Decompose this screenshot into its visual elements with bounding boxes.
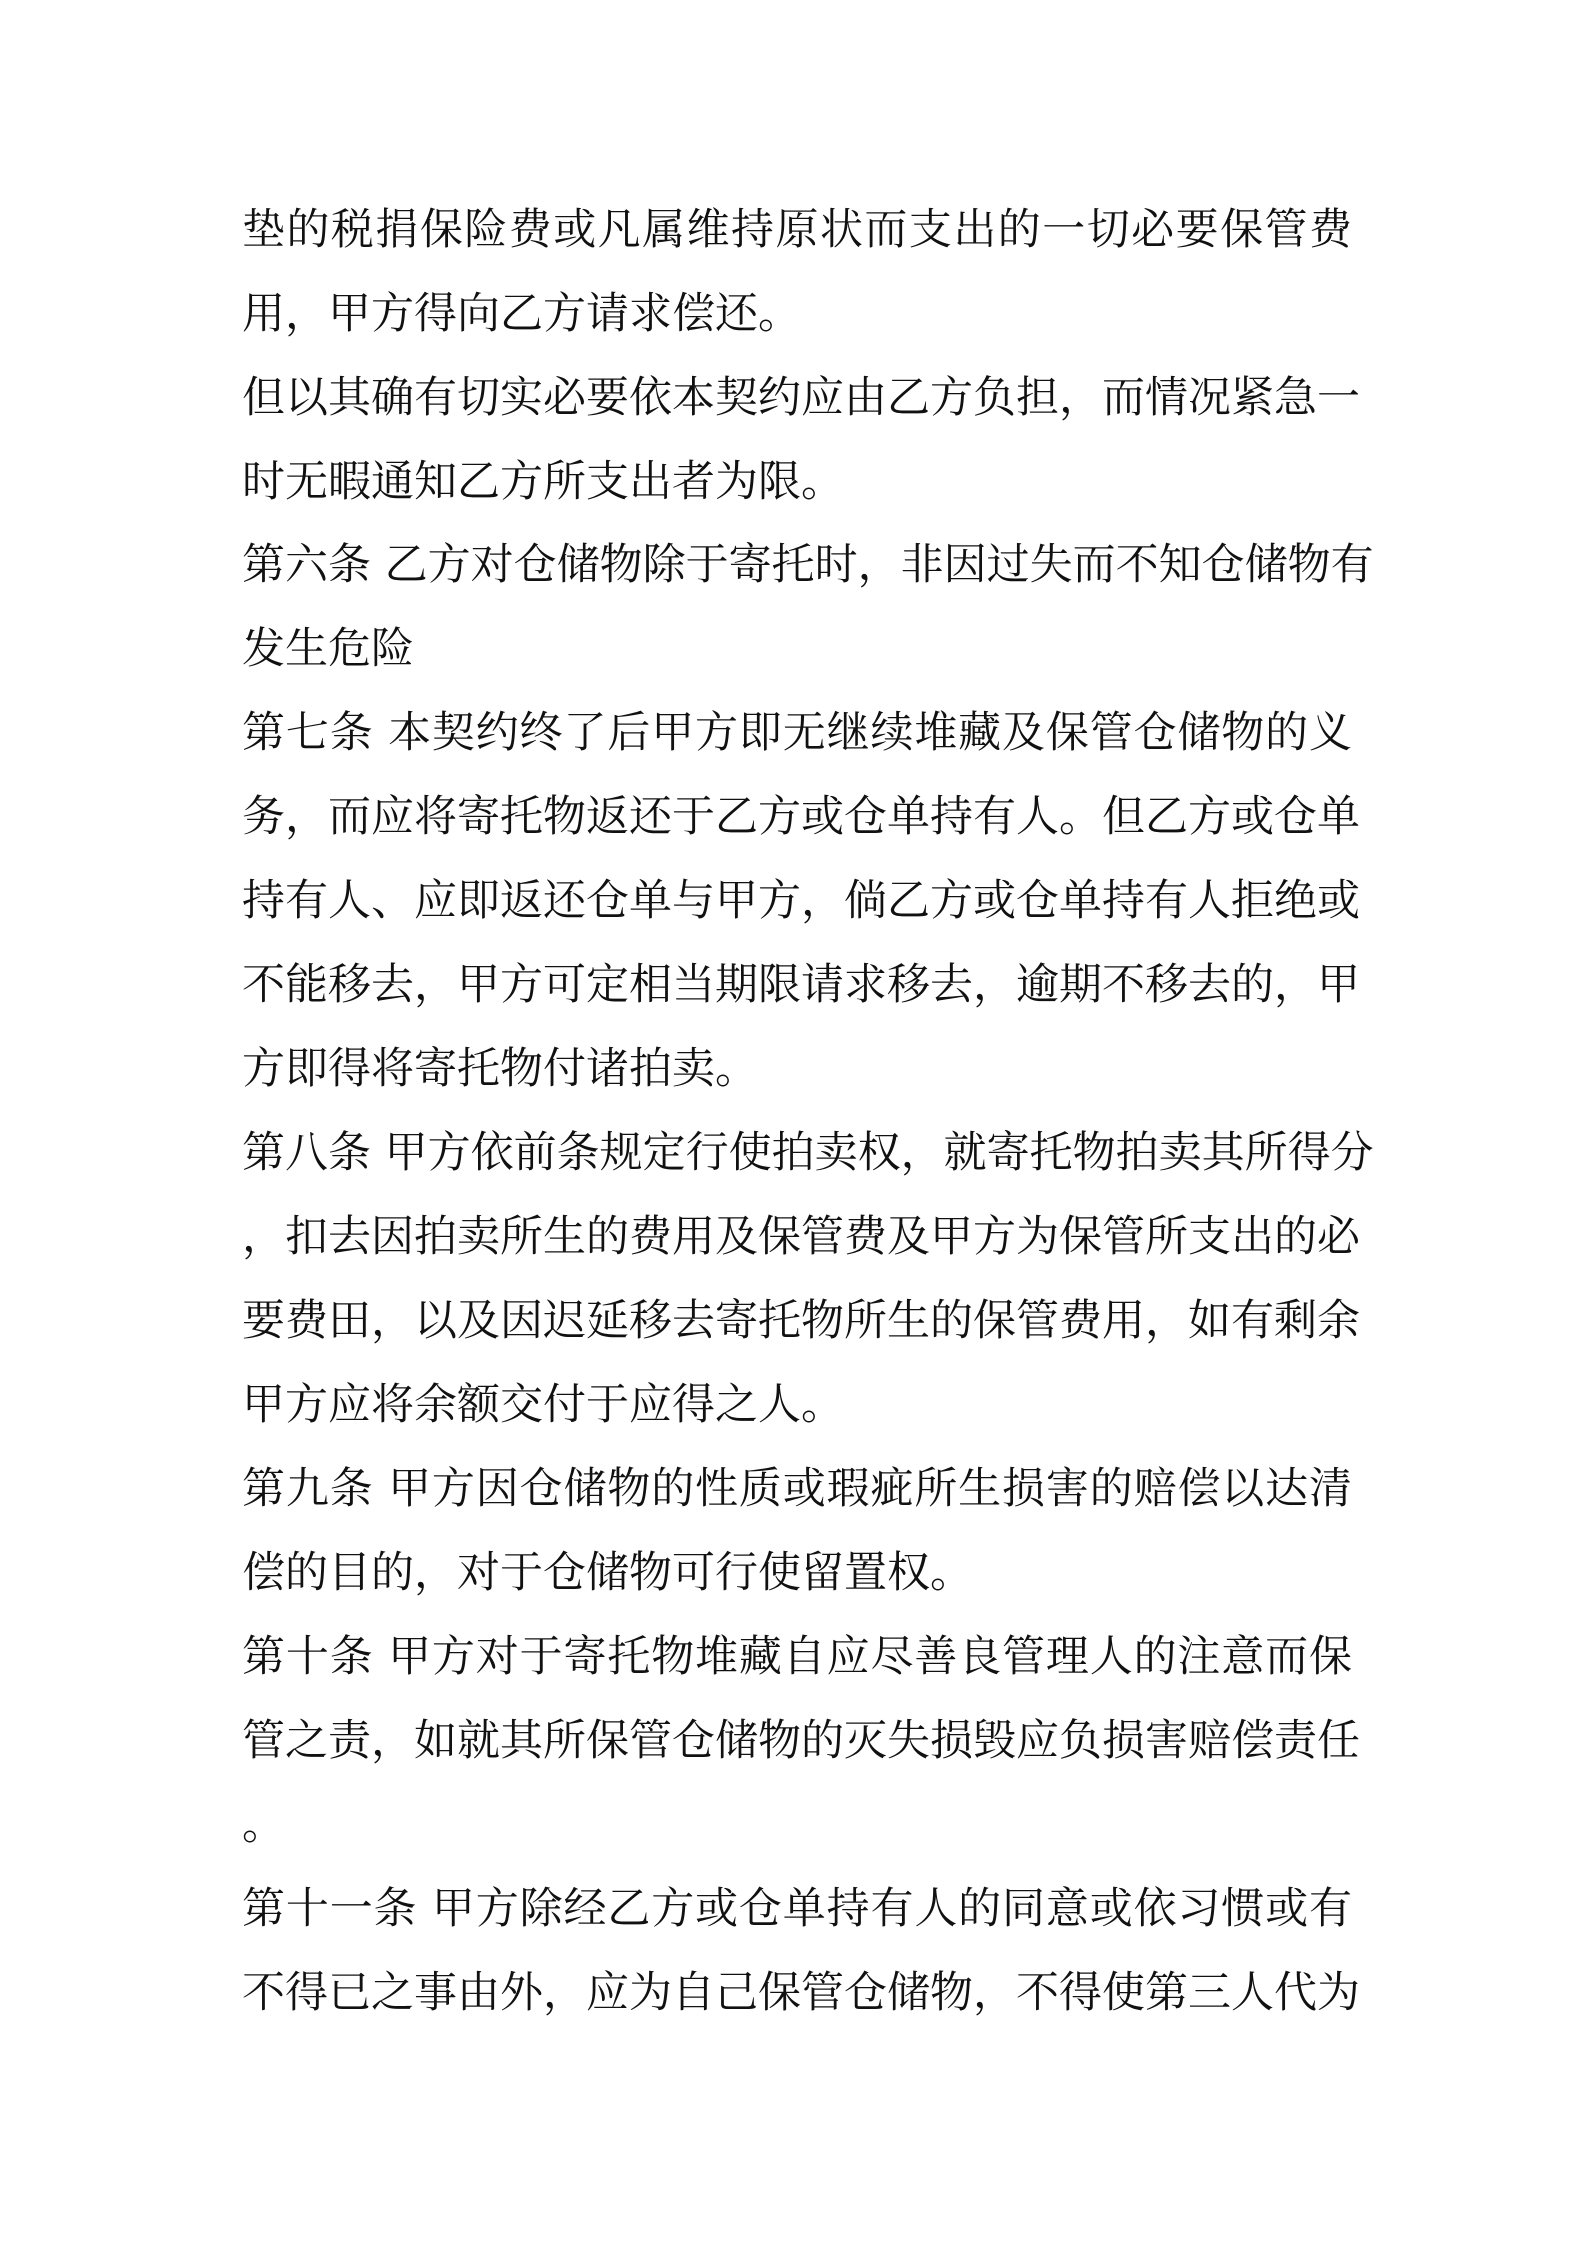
text-line: 偿的目的，对于仓储物可行使留置权。 (242, 1548, 973, 1598)
text-line: 第十条 甲方对于寄托物堆藏自应尽善良管理人的注意而保 (242, 1632, 1352, 1682)
text-line: 第十一条 甲方除经乙方或仓单持有人的同意或依习惯或有 (242, 1884, 1352, 1934)
text-line: 第八条 甲方依前条规定行使拍卖权，就寄托物拍卖其所得分 (242, 1128, 1374, 1178)
text-line: 第六条 乙方对仓储物除于寄托时，非因过失而不知仓储物有 (242, 540, 1374, 590)
text-line: 用，甲方得向乙方请求偿还。 (242, 289, 801, 339)
text-line: 但以其确有切实必要依本契约应由乙方负担，而情况紧急一 (242, 373, 1360, 423)
text-line: 甲方应将余额交付于应得之人。 (242, 1380, 844, 1430)
text-line: 方即得将寄托物付诸拍卖。 (242, 1044, 758, 1094)
text-line: 不能移去，甲方可定相当期限请求移去，逾期不移去的，甲 (242, 960, 1360, 1010)
text-line: 第九条 甲方因仓储物的性质或瑕疵所生损害的赔偿以达清 (242, 1464, 1352, 1514)
text-line: 持有人、应即返还仓单与甲方，倘乙方或仓单持有人拒绝或 (242, 876, 1360, 926)
text-line: 管之责，如就其所保管仓储物的灭失损毁应负损害赔偿责任 (242, 1716, 1360, 1766)
text-line: 第七条 本契约终了后甲方即无继续堆藏及保管仓储物的义 (242, 708, 1352, 758)
text-line: ，扣去因拍卖所生的费用及保管费及甲方为保管所支出的必 (242, 1212, 1360, 1262)
text-line: 务，而应将寄托物返还于乙方或仓单持有人。但乙方或仓单 (242, 792, 1360, 842)
text-line: 发生危险 (242, 624, 414, 674)
text-line: 。 (242, 1800, 285, 1850)
text-line: 垫的税捐保险费或凡属维持原状而支出的一切必要保管费 (242, 205, 1352, 255)
text-line: 时无暇通知乙方所支出者为限。 (242, 457, 844, 507)
text-line: 不得已之事由外，应为自己保管仓储物，不得使第三人代为 (242, 1968, 1360, 2018)
text-line: 要费田，以及因迟延移去寄托物所生的保管费用，如有剩余 (242, 1296, 1360, 1346)
